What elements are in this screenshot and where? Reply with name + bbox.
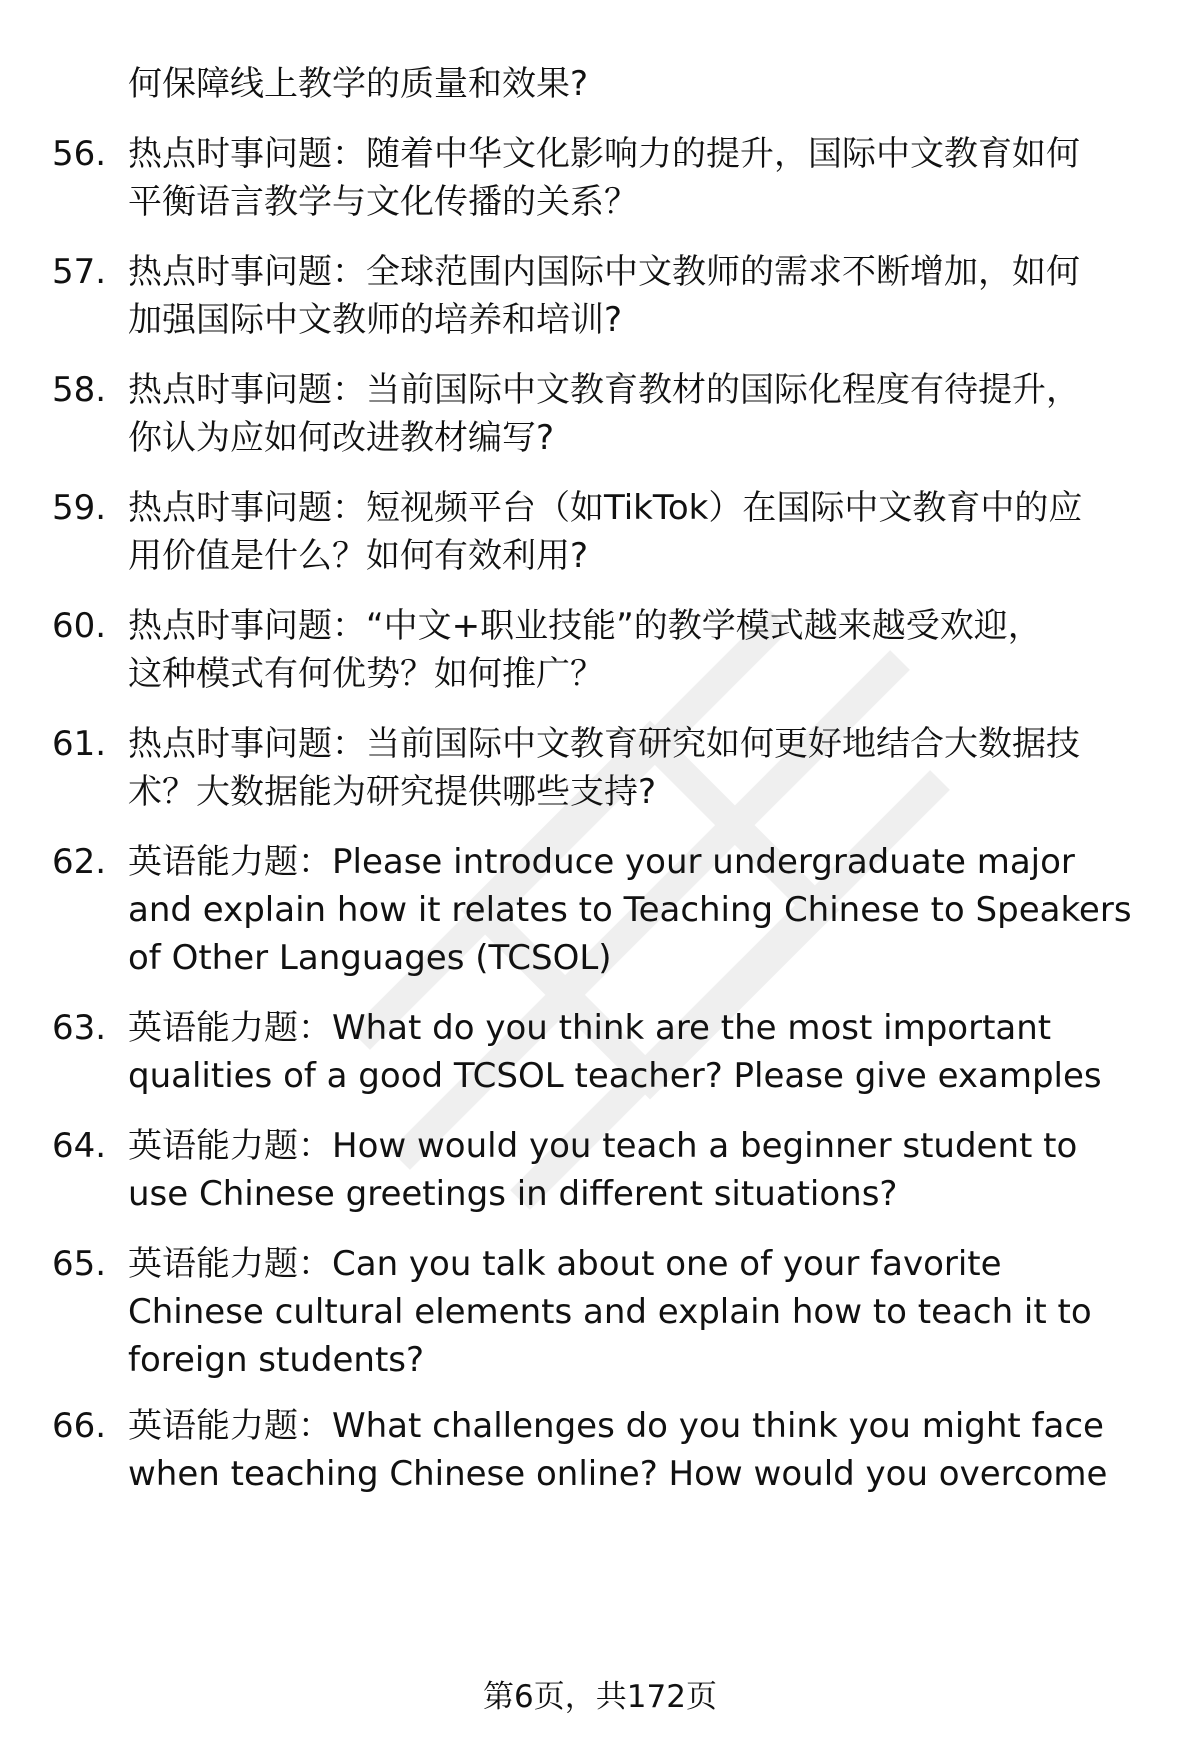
question-number: 59. xyxy=(52,488,107,528)
question-line: of Other Languages (TCSOL) xyxy=(128,938,612,978)
question-number: 60. xyxy=(52,606,107,646)
question-line: qualities of a good TCSOL teacher? Please give examples xyxy=(128,1056,1102,1096)
question-line: 英语能力题：Please introduce your undergraduate major xyxy=(128,842,1075,882)
question-text xyxy=(128,1004,1200,1100)
question-number: 66. xyxy=(52,1406,107,1446)
question-text xyxy=(128,720,1200,816)
question-text xyxy=(128,1122,1200,1218)
question-line: use Chinese greetings in different situations? xyxy=(128,1174,898,1214)
question-text xyxy=(128,484,1200,580)
question-line: 平衡语言教学与文化传播的关系？ xyxy=(128,182,638,222)
question-line: 术？大数据能为研究提供哪些支持? xyxy=(128,772,657,812)
question-number: 62. xyxy=(52,842,107,882)
question-text xyxy=(128,248,1200,344)
page-footer: 第6页，共172页 xyxy=(483,1679,717,1715)
question-line: 英语能力题：Can you talk about one of your favorite xyxy=(128,1244,1002,1284)
question-text xyxy=(128,1240,1200,1384)
question-number: 65. xyxy=(52,1244,107,1284)
question-line: 你认为应如何改进教材编写? xyxy=(128,418,555,458)
question-text xyxy=(128,1402,1200,1498)
question-line: 英语能力题：How would you teach a beginner student to xyxy=(128,1126,1078,1166)
question-number: 63. xyxy=(52,1008,107,1048)
question-line: 加强国际中文教师的培养和培训? xyxy=(128,300,623,340)
question-number: 57. xyxy=(52,252,107,292)
question-text xyxy=(128,366,1200,462)
question-line: 热点时事问题：“中文+职业技能”的教学模式越来越受欢迎， xyxy=(128,606,1042,646)
continuation-text: 何保障线上教学的质量和效果? xyxy=(128,64,589,104)
question-line: Chinese cultural elements and explain how to teach it to xyxy=(128,1292,1092,1332)
question-number: 56. xyxy=(52,134,107,174)
question-line: when teaching Chinese online? How would you overcome xyxy=(128,1454,1108,1494)
question-number: 64. xyxy=(52,1126,107,1166)
question-text xyxy=(128,602,1200,698)
question-line: 热点时事问题：当前国际中文教育研究如何更好地结合大数据技 xyxy=(128,724,1080,764)
question-line: 热点时事问题：短视频平台（如TikTok）在国际中文教育中的应 xyxy=(128,488,1083,528)
question-line: 这种模式有何优势？如何推广？ xyxy=(128,654,604,694)
question-line: 用价值是什么？如何有效利用? xyxy=(128,536,589,576)
question-line: foreign students? xyxy=(128,1340,425,1380)
question-number: 61. xyxy=(52,724,107,764)
question-text xyxy=(128,130,1200,226)
question-line: 热点时事问题：全球范围内国际中文教师的需求不断增加，如何 xyxy=(128,252,1080,292)
question-line: 热点时事问题：随着中华文化影响力的提升，国际中文教育如何 xyxy=(128,134,1080,174)
question-line: 英语能力题：What do you think are the most important xyxy=(128,1008,1052,1048)
question-line: 英语能力题：What challenges do you think you might face xyxy=(128,1406,1104,1446)
question-number: 58. xyxy=(52,370,107,410)
question-line: 热点时事问题：当前国际中文教育教材的国际化程度有待提升， xyxy=(128,370,1080,410)
question-text xyxy=(128,838,1200,982)
question-line: and explain how it relates to Teaching Chinese to Speakers xyxy=(128,890,1132,930)
